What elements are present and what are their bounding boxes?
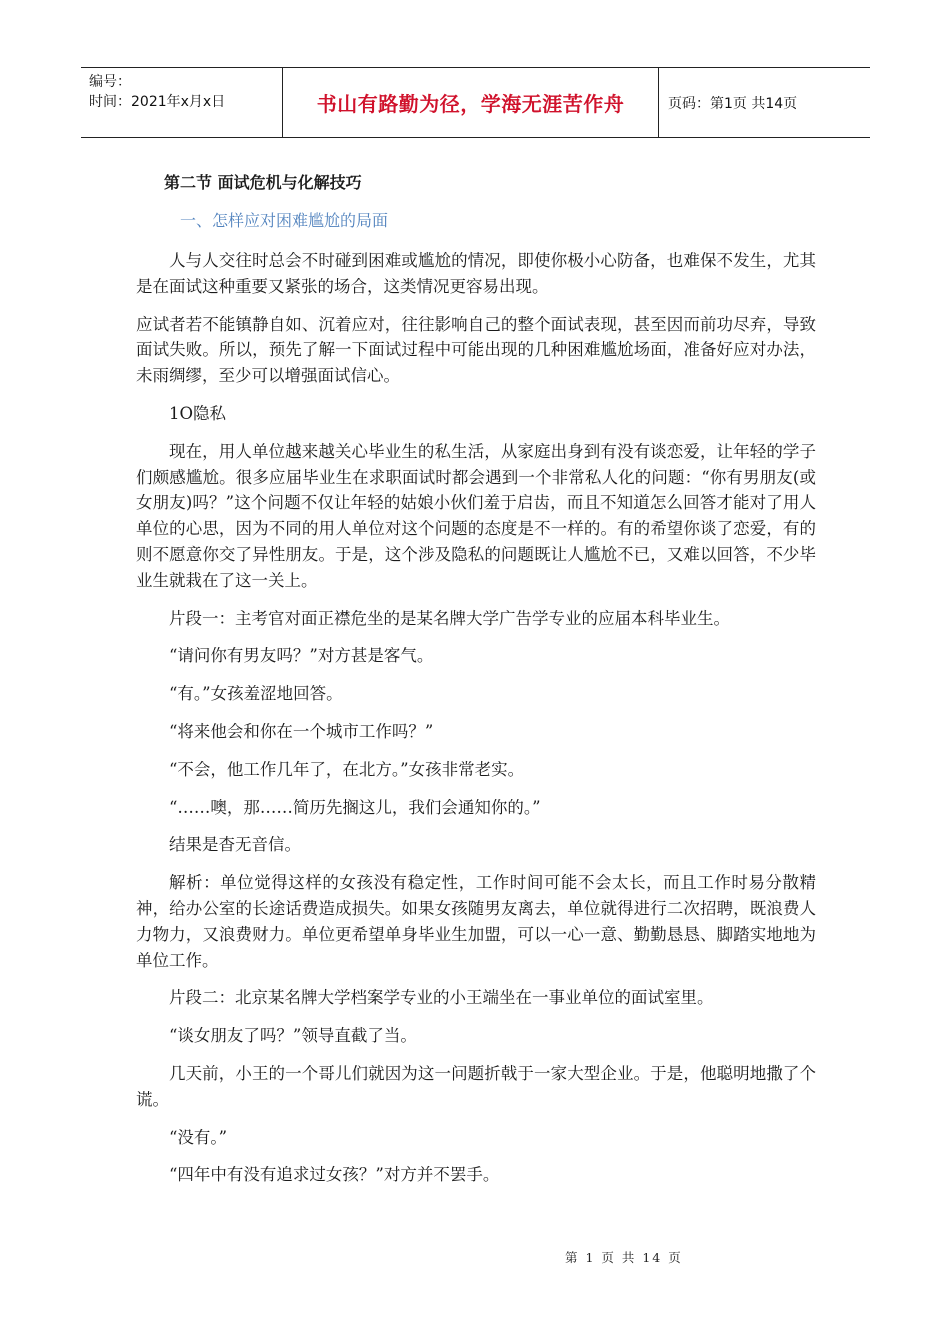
paragraph: 几天前，小王的一个哥儿们就因为这一问题折戟于一家大型企业。于是，他聪明地撒了个谎。 — [136, 1063, 816, 1109]
dialogue-line: “将来他会和你在一个城市工作吗？” — [169, 721, 434, 741]
paragraph-heading: 1O隐私 — [169, 403, 227, 423]
header-meta-cell — [81, 68, 283, 137]
paragraph: 片段二：北京某名牌大学档案学专业的小王端坐在一事业单位的面试室里。 — [169, 988, 714, 1008]
dialogue-line: “……噢，那……简历先搁这儿，我们会通知你的。” — [169, 797, 541, 817]
header-motto-cell — [283, 68, 659, 137]
document-body — [136, 170, 816, 1200]
document-number-label: 编号： — [89, 74, 131, 90]
paragraph: 应试者若不能镇静自如、沉着应对，往往影响自己的整个面试表现，甚至因而前功尽弃，导致面试失败。所以，预先了解一下面试过程中可能出现的几种困难尴尬场面，准备好应对办法，未雨绸缪，至少可以增强面试信心。 — [136, 314, 816, 386]
header-page-cell — [659, 68, 870, 137]
motto-text: 书山有路勤为径，学海无涯苦作舟 — [316, 92, 625, 116]
dialogue-line: “不会，他工作几年了，在北方。”女孩非常老实。 — [169, 759, 525, 779]
page-footer: 第 1 页 共 14 页 — [565, 1250, 683, 1265]
dialogue-line: “谈女朋友了吗？”领导直截了当。 — [169, 1026, 417, 1046]
paragraph: 片段一：主考官对面正襟危坐的是某名牌大学广告学专业的应届本科毕业生。 — [169, 608, 730, 628]
paragraph: 人与人交往时总会不时碰到困难或尴尬的情况，即使你极小心防备，也难保不发生，尤其是在面试这种重要又紧张的场合，这类情况更容易出现。 — [136, 251, 816, 296]
paragraph: 结果是杳无音信。 — [169, 835, 301, 855]
dialogue-line: “有。”女孩羞涩地回答。 — [169, 684, 343, 704]
dialogue-line: “四年中有没有追求过女孩？”对方并不罢手。 — [169, 1165, 500, 1185]
paragraph: 解析：单位觉得这样的女孩没有稳定性，工作时间可能不会太长，而且工作时易分散精神，给办公室的长途话费造成损失。如果女孩随男友离去，单位就得进行二次招聘，既浪费人力物力，又浪费财力。单位更希望单身毕业生加盟，可以一心一意、勤勤恳恳、脚踏实地地为单位工作。 — [136, 873, 816, 970]
dialogue-line: “没有。” — [169, 1127, 228, 1147]
section-title: 第二节 面试危机与化解技巧 — [164, 173, 362, 192]
dialogue-line: “请问你有男友吗？”对方甚是客气。 — [169, 646, 434, 666]
document-header — [81, 67, 870, 138]
paragraph: 现在，用人单位越来越关心毕业生的私生活，从家庭出身到有没有谈恋爱，让年轻的学子们颇感尴尬。很多应届毕业生在求职面试时都会遇到一个非常私人化的问题：“你有男朋友(或女朋友)吗？”这个问题不仅让年轻的姑娘小伙们羞于启齿，而且不知道怎么回答才能对了用人单位的心思，因为不同的用人单位对这个问题的态度是不一样的。有的希望你谈了恋爱，有的则不愿意你交了异性朋友。于是，这个涉及隐私的问题既让人尴尬不已，又难以回答，不少毕业生就栽在了这一关上。 — [136, 441, 816, 590]
document-date-label: 时间：2021年x月x日 — [89, 94, 226, 110]
section-subtitle: 一、怎样应对困难尴尬的局面 — [180, 211, 389, 230]
page-indicator: 页码：第1页 共14页 — [668, 95, 798, 112]
